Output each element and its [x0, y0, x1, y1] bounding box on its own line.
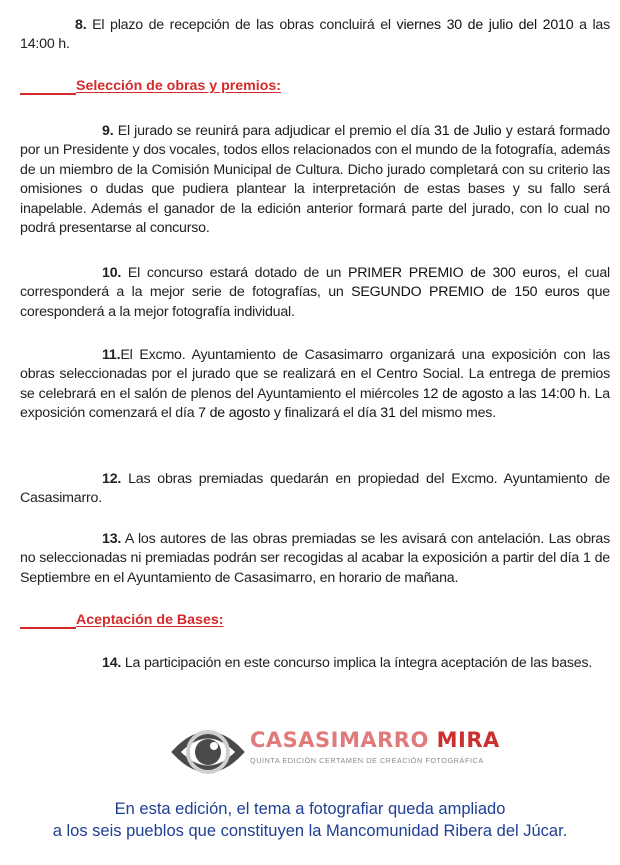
footer-line-1: En esta edición, el tema a fotografiar queda ampliado — [114, 800, 506, 818]
logo-tagline: QUINTA EDICIÓN CERTAMEN DE CREACIÓN FOTOGRÁFICA — [250, 756, 484, 765]
clause-12: 12. Las obras premiadas quedarán en propiedad del Excmo. Ayuntamiento de Casasimarro. — [20, 471, 610, 507]
section-heading-acceptance — [20, 612, 320, 634]
clause-number: 10. — [102, 265, 122, 281]
clause-number: 12. — [102, 471, 122, 487]
clause-10: 10. El concurso estará dotado de un PRIMER PREMIO de 300 euros, el cual corresponderá a la mejor serie de fotografías, un SEGUNDO PREMIO de 150 euros que coresponderá a la mejor fotografía individual. — [20, 265, 610, 320]
logo-wordmark: CASASIMARRO MIRA — [250, 728, 500, 752]
clause-8: 8. El plazo de recepción de las obras concluirá el viernes 30 de julio del 2010 a las 14:00 h. — [20, 17, 611, 53]
exhibition-start: 7 de agosto — [198, 405, 271, 422]
clause-number: 14. — [102, 655, 122, 671]
casasimarro-mira-logo — [168, 712, 500, 788]
clause-number: 11. — [102, 347, 121, 363]
section-heading-selection — [20, 78, 320, 100]
award-time: 14:00 h — [540, 385, 587, 402]
heading-rule — [20, 627, 76, 629]
section-title: Selección de obras y premios: — [76, 78, 282, 94]
first-prize: PRIMER PREMIO de 300 euros — [347, 265, 557, 281]
clause-14: 14. La participación en este concurso implica la íntegra aceptación de las bases. — [102, 655, 593, 671]
exhibition-end: 31 — [380, 405, 396, 422]
jury-date: 31 de Julio — [434, 123, 502, 139]
deadline-date: viernes 30 de julio del 2010 — [396, 17, 574, 33]
heading-rule — [20, 93, 76, 95]
eye-icon — [168, 712, 248, 788]
clause-number: 9. — [102, 123, 114, 139]
clause-9: 9. El jurado se reunirá para adjudicar el premio el día 31 de Julio y estará formado por un Presidente y dos vocales, todos ellos relacionados con el mundo de la fotografía, además de un miembro de la Comisión Municipal de Cultura. Dicho jurado completará con su criterio las omisiones o dudas que pudiera plantear la interpretación de estas bases y su fallo será inapelable. Además el ganador de la edición anterior formará parte del jurado, con lo cual no podrá presentarse al concurso. — [20, 123, 610, 237]
clause-number: 13. — [102, 531, 122, 547]
section-title: Aceptación de Bases: — [76, 612, 224, 628]
clause-number: 8. — [75, 17, 87, 33]
footer-line-2: a los seis pueblos que constituyen la Mancomunidad Ribera del Júcar. — [52, 822, 568, 840]
clause-11: 11.El Excmo. Ayuntamiento de Casasimarro organizará una exposición con las obras seleccionadas por el jurado que se realizará en el Centro Social. La entrega de premios se celebrará en el salón de plenos del Ayuntamiento el miércoles 12 de agosto a las 14:00 h. La exposición comenzará el día 7 de agosto y finalizará el día 31 del mismo mes. — [20, 347, 610, 422]
clause-13: 13. A los autores de las obras premiadas se les avisará con antelación. Las obras no seleccionadas ni premiadas podrán ser recogidas al acabar la exposición a partir del día 1 de Septiembre en el Ayuntamiento de Casasimarro, en horario de mañana. — [20, 531, 610, 586]
second-prize: SEGUNDO PREMIO de 150 euros — [351, 284, 580, 301]
award-date: 12 de agosto — [422, 385, 504, 402]
